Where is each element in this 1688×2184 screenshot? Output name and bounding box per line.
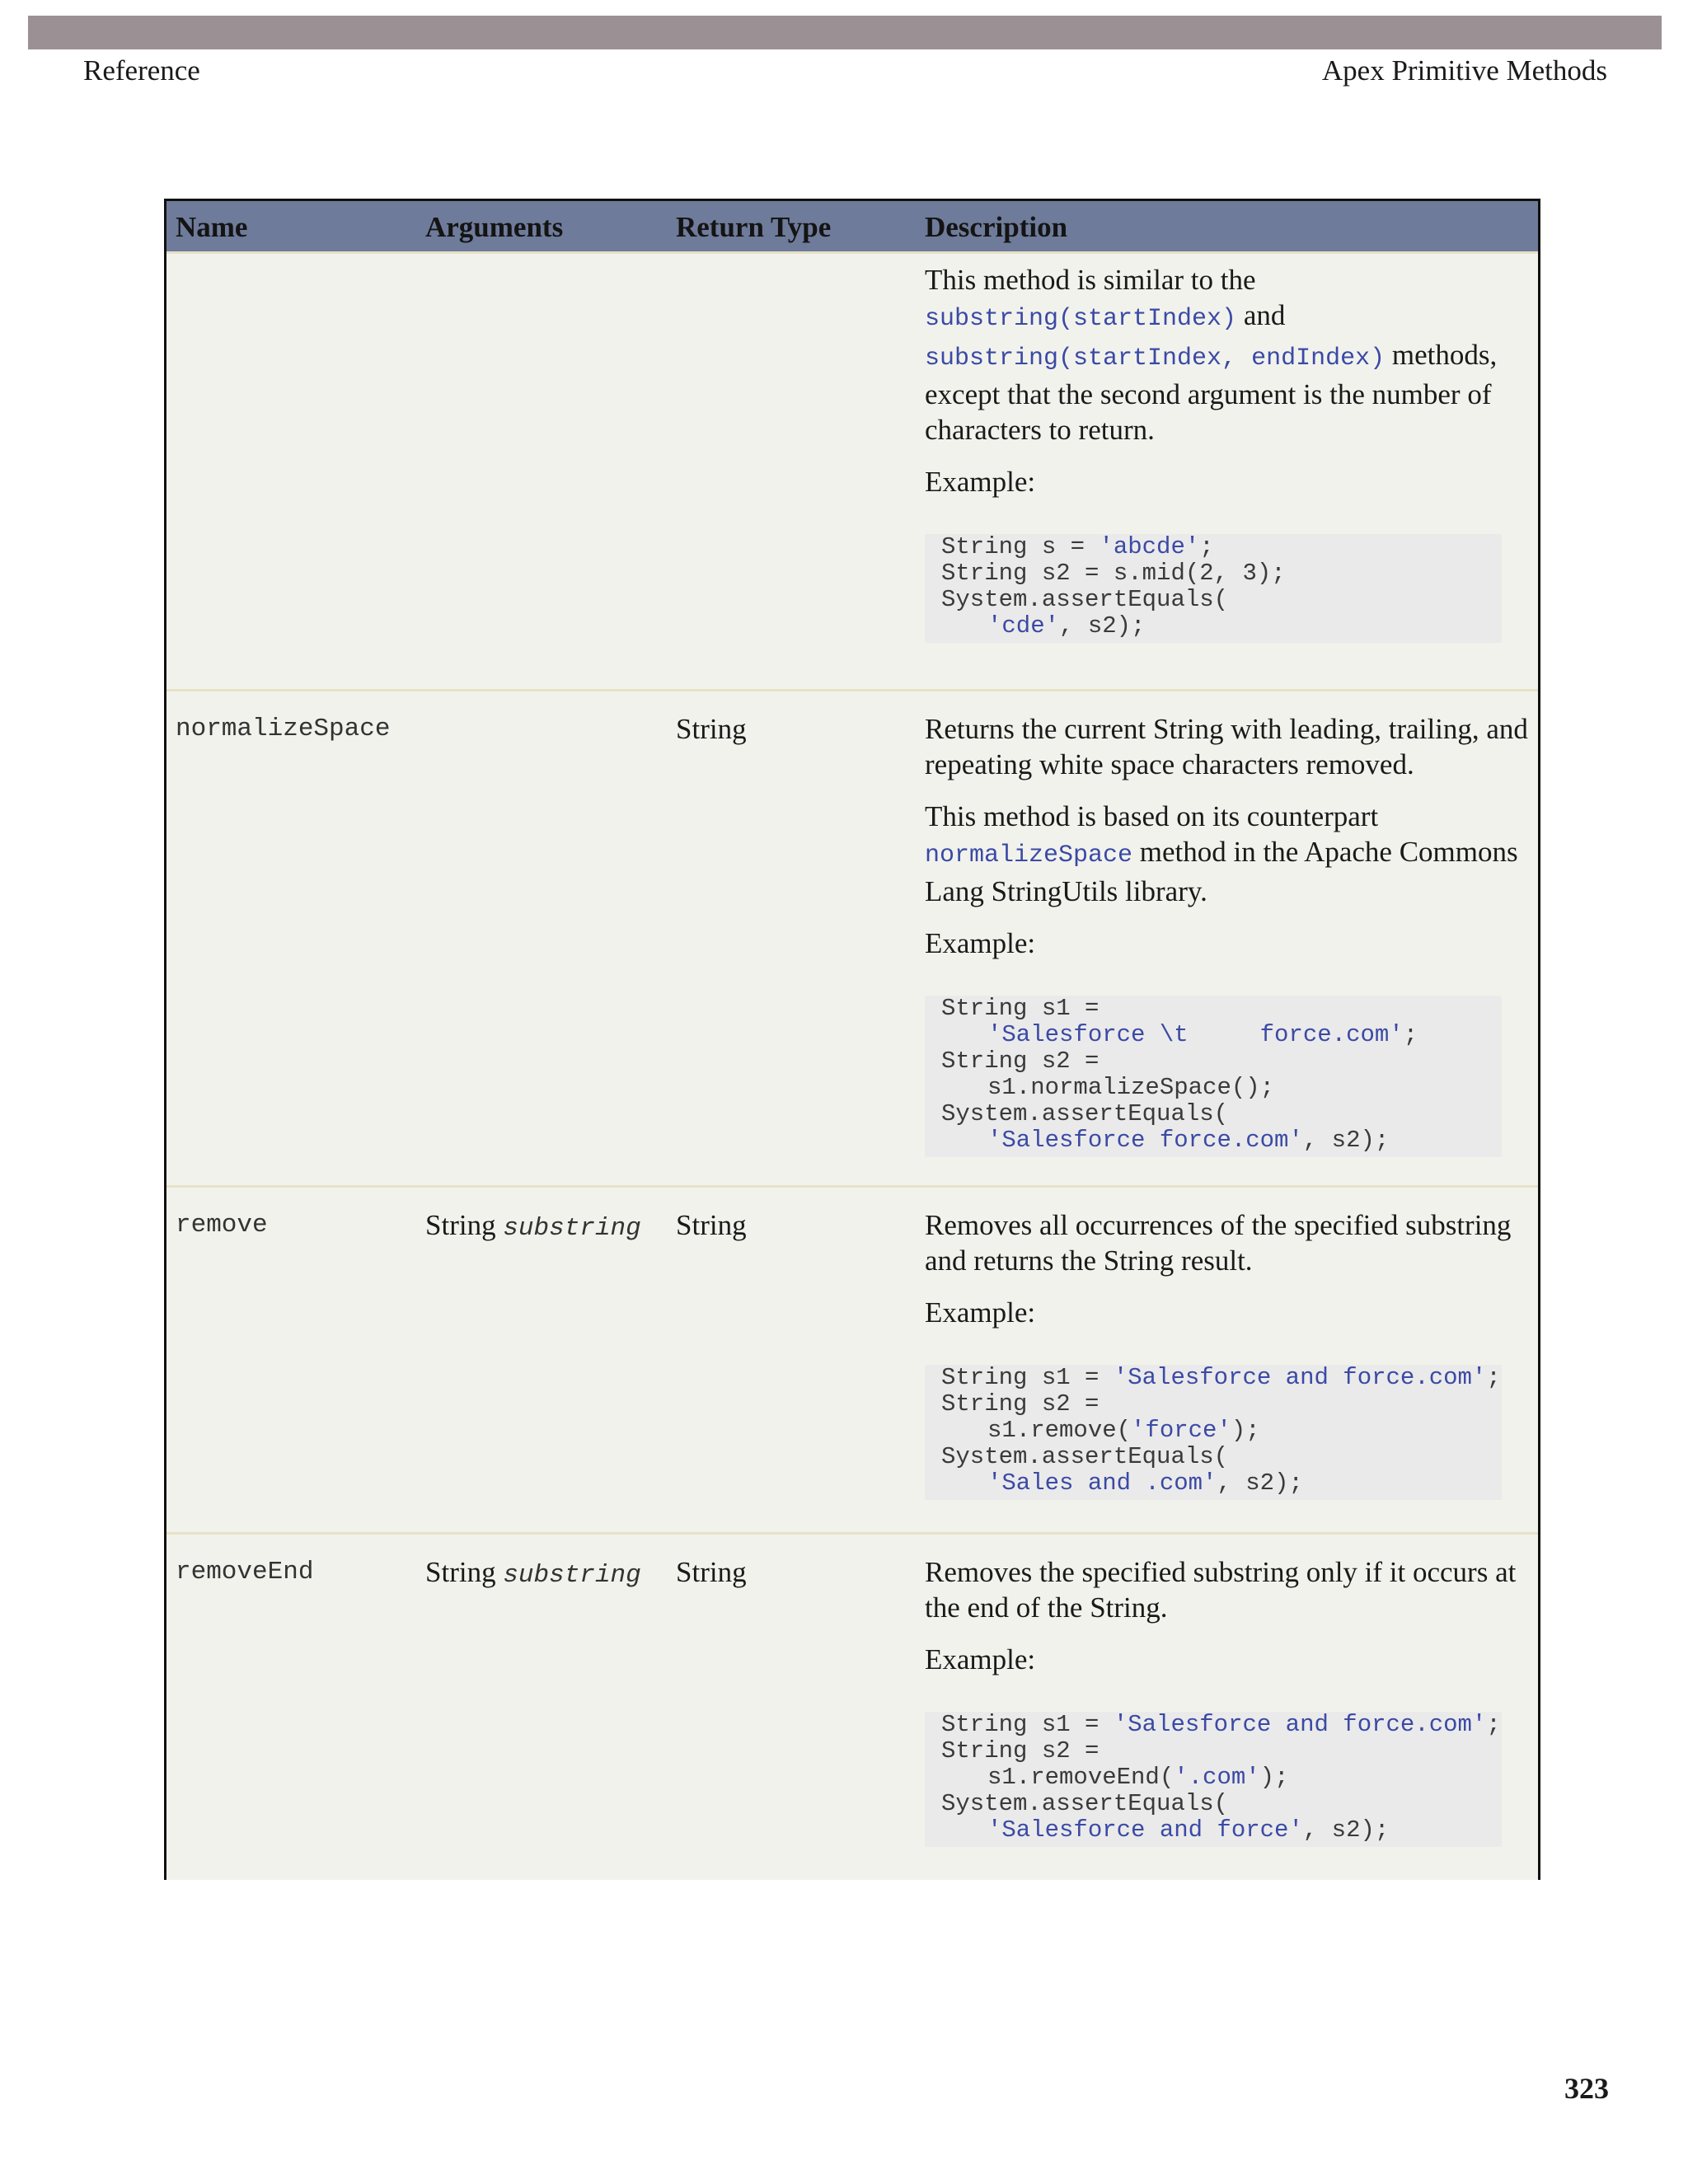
argument-name: substring <box>503 1214 641 1243</box>
code-line <box>941 1022 1502 1048</box>
inline-code: normalizeSpace <box>925 841 1133 869</box>
code-text: ); <box>1259 1764 1289 1791</box>
argument-name: substring <box>503 1561 641 1590</box>
code-text: ); <box>1231 1417 1260 1444</box>
code-text: System.assertEquals( <box>941 1443 1229 1470</box>
description-text: methods, except that the second argument is the number of characters to return. <box>925 339 1498 446</box>
code-text: System.assertEquals( <box>941 586 1229 613</box>
code-text: , s2); <box>1302 1816 1390 1844</box>
code-line <box>941 1075 1502 1101</box>
method-name: remove <box>176 1211 268 1240</box>
code-line <box>941 560 1502 587</box>
return-type: String <box>676 1556 747 1588</box>
code-text: ; <box>1486 1364 1501 1391</box>
code-string: 'force' <box>1131 1417 1231 1444</box>
description-cell <box>925 1554 1531 1847</box>
code-text: String s = <box>941 533 1100 560</box>
column-header-name: Name <box>176 211 248 243</box>
description-cell <box>925 711 1531 1157</box>
column-header-return-type: Return Type <box>676 211 832 243</box>
example-label: Example: <box>925 466 1036 498</box>
code-text: String s1 = <box>941 1711 1114 1738</box>
code-text: String s1 = <box>941 995 1100 1022</box>
inline-code: substring(startIndex) <box>925 305 1237 333</box>
code-line <box>941 1791 1502 1817</box>
code-line <box>941 1101 1502 1127</box>
arguments <box>425 1207 641 1246</box>
code-example <box>925 1365 1502 1500</box>
header-bar <box>28 16 1662 49</box>
code-text: ; <box>1403 1021 1418 1048</box>
code-string: 'Salesforce and force.com' <box>1113 1711 1487 1738</box>
code-line <box>941 613 1502 640</box>
code-text: String s1 = <box>941 1364 1114 1391</box>
code-line <box>941 587 1502 613</box>
return-type: String <box>676 1209 747 1241</box>
code-text: String s2 = <box>941 1737 1100 1765</box>
code-text: s1.removeEnd( <box>987 1764 1175 1791</box>
code-text: , s2); <box>1302 1127 1390 1154</box>
code-string: 'cde' <box>987 612 1060 640</box>
table-row <box>166 1188 1538 1535</box>
page-number: 323 <box>1564 2072 1609 2105</box>
code-text: ; <box>1199 533 1214 560</box>
code-text: System.assertEquals( <box>941 1790 1229 1817</box>
code-string: 'Salesforce force.com' <box>987 1127 1303 1154</box>
code-string: 'Salesforce \t force.com' <box>987 1021 1404 1048</box>
code-line <box>941 1391 1502 1418</box>
column-header-arguments: Arguments <box>425 211 564 243</box>
return-type: String <box>676 713 747 745</box>
method-name: normalizeSpace <box>176 715 391 743</box>
inline-code: substring(startIndex, endIndex) <box>925 344 1386 373</box>
argument-type: String <box>425 1556 496 1588</box>
code-text: String s2 = s.mid(2, 3); <box>941 560 1286 587</box>
code-string: 'abcde' <box>1099 533 1200 560</box>
column-header-description: Description <box>925 211 1068 243</box>
argument-type: String <box>425 1209 496 1241</box>
method-name: removeEnd <box>176 1558 314 1586</box>
description-paragraph <box>925 799 1531 909</box>
code-example <box>925 534 1502 643</box>
code-string: 'Salesforce and force.com' <box>1113 1364 1487 1391</box>
code-example <box>925 1712 1502 1847</box>
code-text: , s2); <box>1059 612 1146 640</box>
code-line <box>941 996 1502 1022</box>
code-string: 'Salesforce and force' <box>987 1816 1303 1844</box>
code-line <box>941 1738 1502 1765</box>
table-row <box>166 254 1538 691</box>
description-paragraph <box>925 262 1531 448</box>
description-paragraph: Removes the specified substring only if it occurs at the end of the String. <box>925 1556 1517 1624</box>
code-line <box>941 1765 1502 1791</box>
code-line <box>941 1418 1502 1444</box>
table-row <box>166 691 1538 1188</box>
table-header <box>166 201 1538 254</box>
code-line <box>941 534 1502 560</box>
code-line <box>941 1444 1502 1470</box>
description-paragraph: Removes all occurrences of the specified substring and returns the String result. <box>925 1209 1512 1277</box>
code-line <box>941 1712 1502 1738</box>
code-string: '.com' <box>1174 1764 1260 1791</box>
code-string: 'Sales and .com' <box>987 1469 1217 1497</box>
code-text: s1.normalizeSpace(); <box>987 1074 1275 1101</box>
example-label: Example: <box>925 1296 1036 1329</box>
description-cell <box>925 262 1531 643</box>
description-cell <box>925 1207 1531 1500</box>
arguments <box>425 1554 641 1593</box>
description-paragraph: Returns the current String with leading, trailing, and repeating white space characters removed. <box>925 713 1528 780</box>
code-text: , s2); <box>1217 1469 1303 1497</box>
code-line <box>941 1470 1502 1497</box>
running-header-right: Apex Primitive Methods <box>1321 54 1607 87</box>
code-text: s1.remove( <box>987 1417 1132 1444</box>
code-text: System.assertEquals( <box>941 1100 1229 1127</box>
description-text: This method is similar to the <box>925 264 1256 296</box>
description-text: and <box>1236 299 1286 331</box>
code-text: String s2 = <box>941 1390 1100 1418</box>
code-text: String s2 = <box>941 1047 1100 1075</box>
code-text: ; <box>1486 1711 1501 1738</box>
example-label: Example: <box>925 1643 1036 1675</box>
methods-table <box>164 199 1540 1880</box>
code-line <box>941 1365 1502 1391</box>
code-line <box>941 1127 1502 1154</box>
table-row <box>166 1535 1538 1882</box>
code-line <box>941 1817 1502 1844</box>
code-line <box>941 1048 1502 1075</box>
description-text: method in the Apache Commons Lang StringUtils library. <box>925 836 1518 907</box>
example-label: Example: <box>925 927 1036 959</box>
description-text: This method is based on its counterpart <box>925 800 1379 832</box>
running-header-left: Reference <box>83 54 200 87</box>
code-example <box>925 996 1502 1157</box>
